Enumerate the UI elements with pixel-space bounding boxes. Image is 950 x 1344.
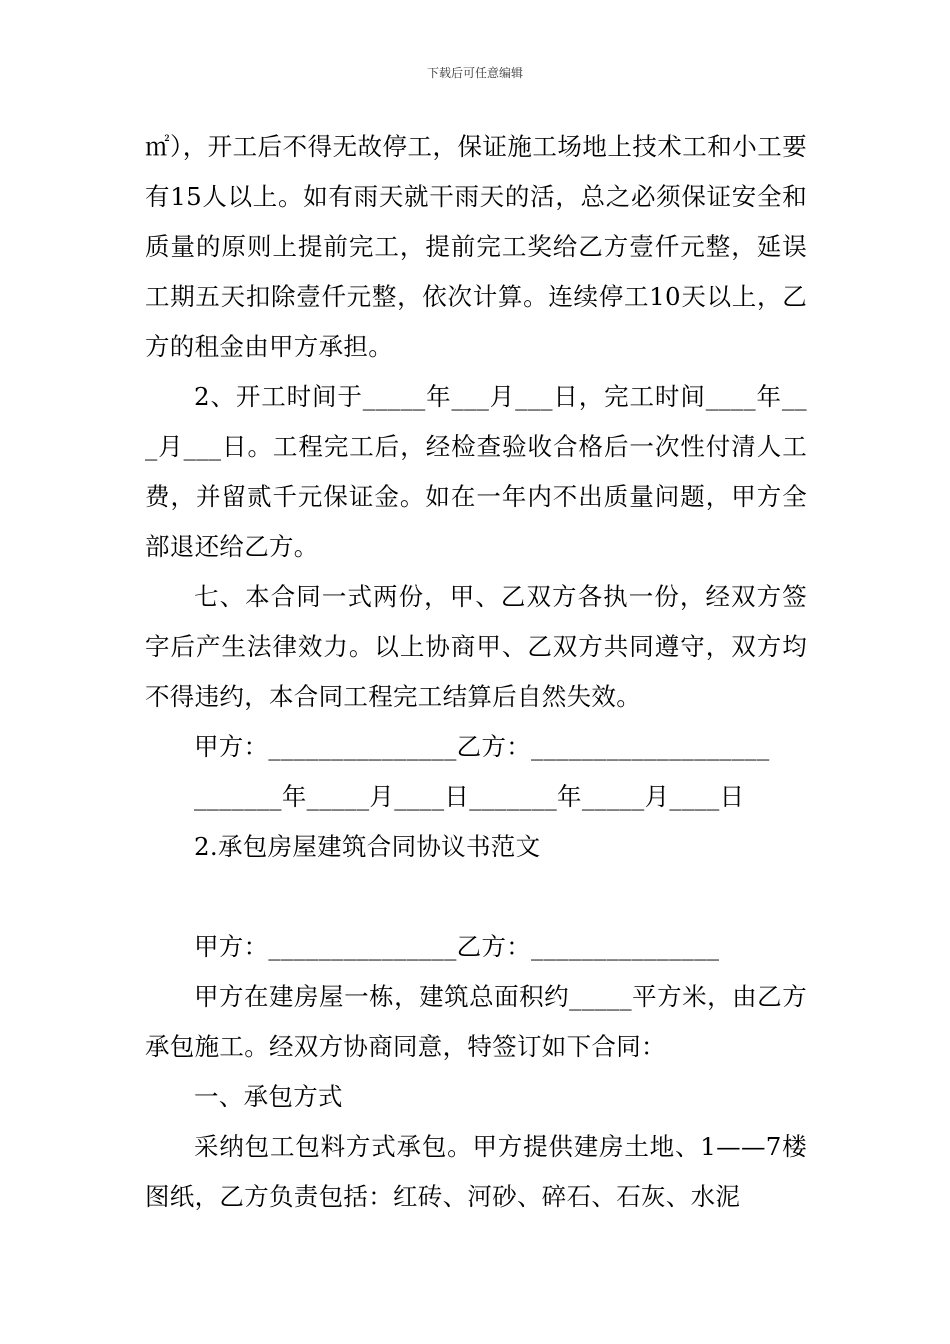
paragraph-building-area: 甲方在建房屋一栋，建筑总面积约_____平方米，由乙方承包施工。经双方协商同意，特签订如下合同：: [145, 982, 807, 1061]
signature-line-parties: 甲方：_______________乙方：___________________: [194, 732, 770, 761]
page-header: 下载后可任意编辑: [426, 66, 523, 80]
paragraph-materials: 采纳包工包料方式承包。甲方提供建房土地、1——7楼图纸，乙方负责包括：红砖、河砂、碎石、石灰、水泥: [145, 1132, 807, 1211]
paragraph-construction-terms: ㎡），开工后不得无故停工，保证施工场地上技术工和小工要有15人以上。如有雨天就干雨天的活，总之必须保证安全和质量的原则上提前完工，提前完工奖给乙方壹仟元整，延误工期五天扣除壹仟元整，依次计算。连续停工10天以上，乙方的租金由甲方承担。: [145, 132, 807, 361]
spacer: [145, 872, 807, 922]
signature-line-dates: _______年_____月____日_______年_____月____日: [194, 782, 745, 811]
paragraph-contract-copies: 七、本合同一式两份，甲、乙双方各执一份，经双方签字后产生法律效力。以上协商甲、乙双方共同遵守，双方均不得违约，本合同工程完工结算后自然失效。: [145, 582, 807, 711]
parties-line: 甲方：_______________乙方：_______________: [194, 932, 720, 961]
paragraph-schedule: 2、开工时间于_____年___月___日，完工时间____年___月___日。工程完工后，经检查验收合格后一次性付清人工费，并留贰千元保证金。如在一年内不出质量问题，甲方全部退还给乙方。: [145, 382, 807, 561]
document-body: [145, 122, 807, 1222]
section-title: 2.承包房屋建筑合同协议书范文: [194, 832, 541, 861]
heading-contract-method: 一、承包方式: [194, 1082, 343, 1111]
